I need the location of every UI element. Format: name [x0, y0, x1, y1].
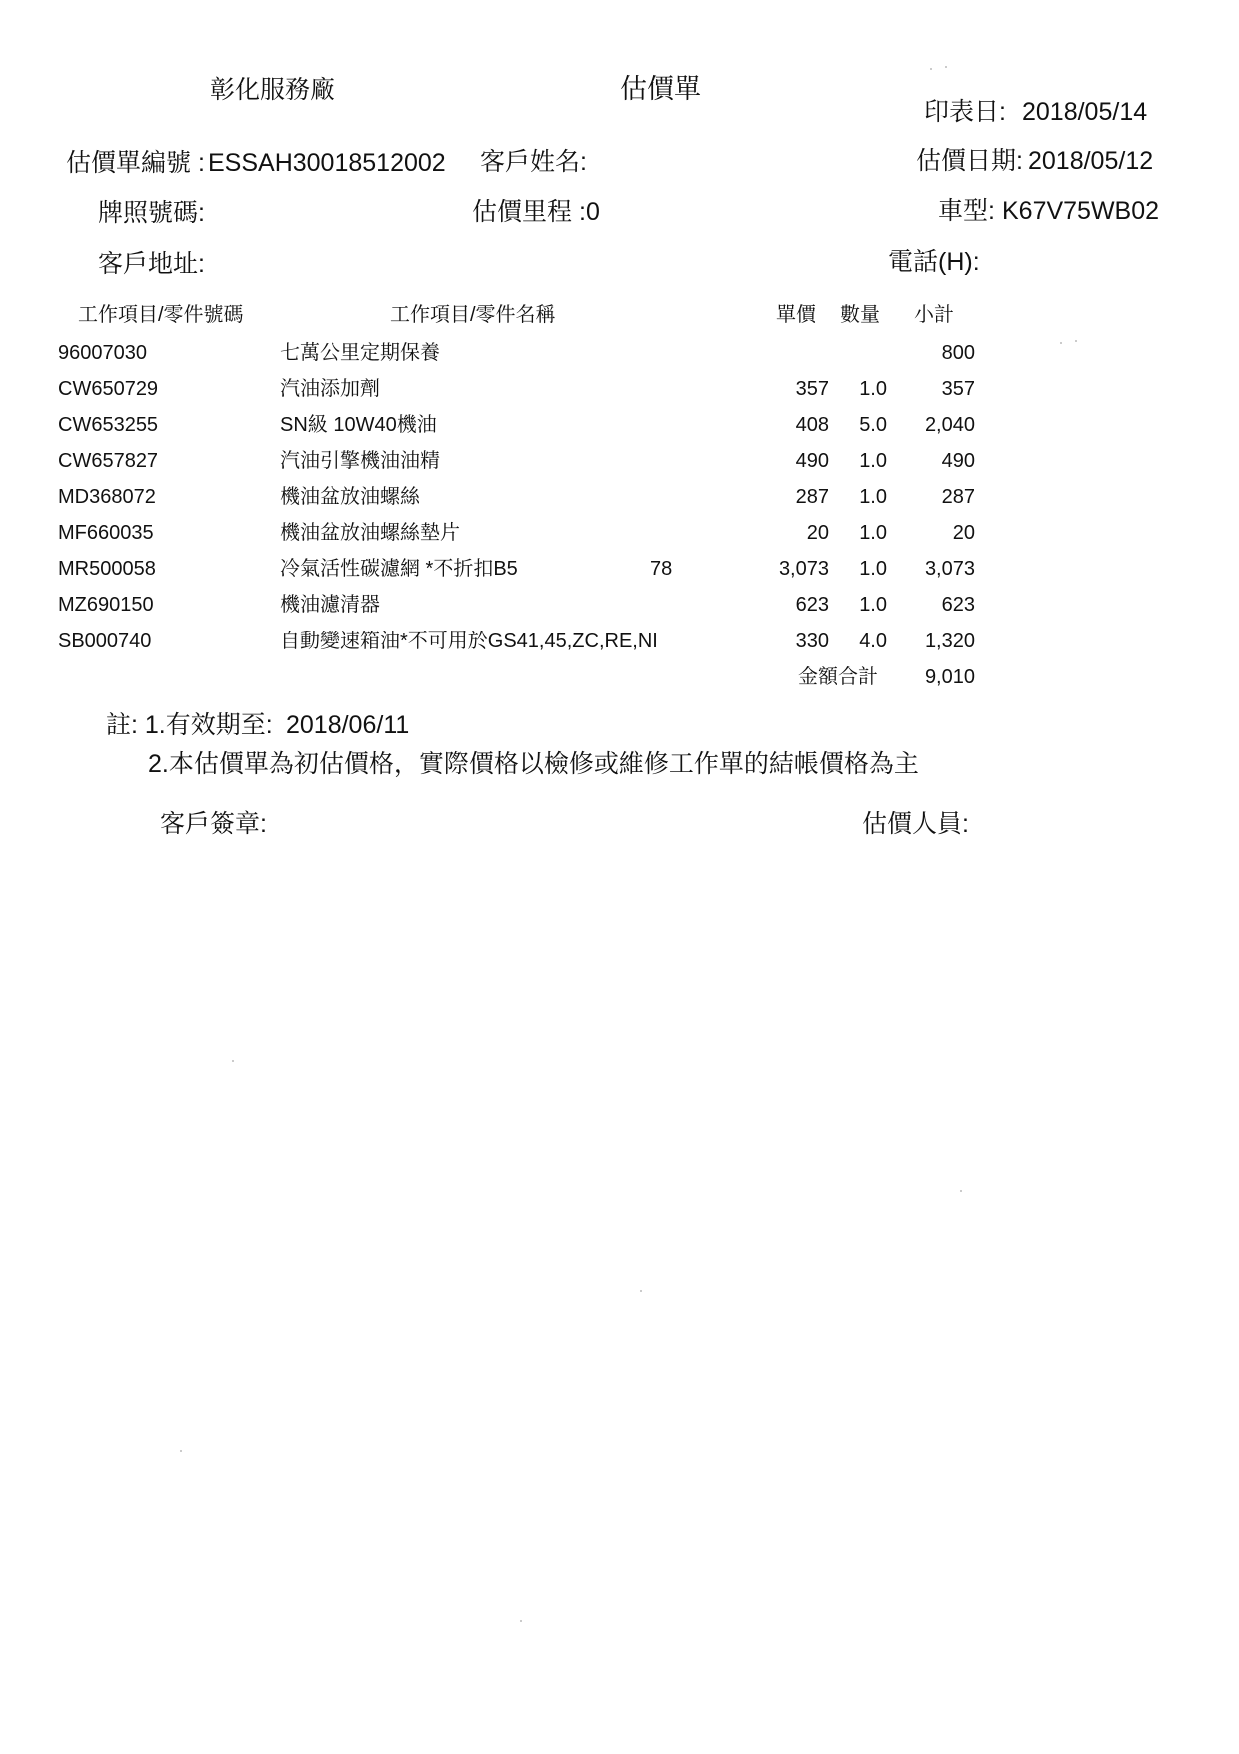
row-code: MD368072	[58, 486, 156, 508]
row-code: CW653255	[58, 414, 159, 436]
row-code: CW657827	[58, 450, 159, 472]
customer-signature-label: 客戶簽章:	[160, 810, 267, 838]
note-2: 2.本估價單為初估價格，實際價格以檢修或維修工作單的結帳價格為主	[148, 750, 919, 778]
customer-address-label: 客戶地址:	[98, 250, 205, 278]
scan-speck	[1075, 340, 1077, 342]
row-price: 287	[795, 486, 829, 508]
quote-number-label: 估價單編號 :	[66, 149, 205, 177]
row-subtotal: 20	[952, 522, 975, 544]
scan-speck	[180, 1450, 182, 1452]
row-subtotal: 1,320	[924, 630, 975, 652]
row-name: 機油濾清器	[280, 594, 380, 616]
row-price: 490	[795, 450, 829, 472]
row-qty: 1.0	[859, 522, 887, 544]
row-extra: 78	[650, 558, 673, 580]
scan-speck	[232, 1060, 234, 1062]
document-title: 估價單	[620, 74, 701, 104]
row-code: MZ690150	[58, 594, 154, 616]
row-qty: 1.0	[859, 450, 887, 472]
total-label: 金額合計	[798, 666, 878, 688]
row-code: MR500058	[58, 558, 156, 580]
row-code: 96007030	[58, 342, 147, 364]
row-code: SB000740	[58, 630, 152, 652]
row-qty: 1.0	[859, 378, 887, 400]
row-price: 20	[806, 522, 829, 544]
vehicle-model: K67V75WB02	[1002, 197, 1160, 225]
row-name: 七萬公里定期保養	[280, 342, 440, 364]
mileage-value: 0	[586, 198, 600, 226]
row-name: SN級 10W40機油	[280, 414, 437, 436]
scan-speck	[930, 68, 932, 70]
quote-number: ESSAH30018512002	[208, 149, 446, 177]
row-subtotal: 800	[941, 342, 975, 364]
row-name: 機油盆放油螺絲	[280, 486, 420, 508]
row-price: 357	[795, 378, 829, 400]
row-name: 冷氣活性碳濾網 *不折扣B5	[280, 558, 518, 580]
scan-speck	[945, 66, 947, 68]
row-price: 623	[795, 594, 829, 616]
row-name: 汽油添加劑	[280, 378, 380, 400]
row-price: 408	[795, 414, 829, 436]
row-subtotal: 490	[941, 450, 975, 472]
column-header-price: 單價	[776, 304, 816, 326]
column-header-subtotal: 小計	[914, 304, 954, 326]
row-subtotal: 287	[941, 486, 975, 508]
column-header-name: 工作項目/零件名稱	[390, 304, 556, 326]
row-qty: 4.0	[859, 630, 887, 652]
row-name: 機油盆放油螺絲墊片	[280, 522, 460, 544]
scan-speck	[520, 1620, 522, 1622]
row-price: 330	[795, 630, 829, 652]
print-date: 2018/05/14	[1022, 98, 1148, 126]
row-subtotal: 2,040	[924, 414, 975, 436]
row-name: 自動變速箱油*不可用於GS41,45,ZC,RE,NI	[280, 631, 658, 651]
plate-number-label: 牌照號碼:	[98, 199, 205, 227]
row-qty: 1.0	[859, 594, 887, 616]
quote-date: 2018/05/12	[1028, 147, 1154, 175]
row-price: 3,073	[778, 558, 829, 580]
column-header-qty: 數量	[840, 304, 880, 326]
row-subtotal: 357	[941, 378, 975, 400]
note-1-label: 註: 1.有效期至:	[106, 711, 273, 739]
note-1-date: 2018/06/11	[286, 711, 410, 739]
scan-speck	[640, 1290, 642, 1292]
print-date-label: 印表日:	[924, 98, 1006, 126]
estimator-label: 估價人員:	[862, 810, 969, 838]
total-amount: 9,010	[924, 666, 975, 688]
branch-name: 彰化服務廠	[210, 76, 336, 104]
customer-name-label: 客戶姓名:	[480, 148, 587, 176]
row-code: CW650729	[58, 378, 159, 400]
row-qty: 5.0	[859, 414, 887, 436]
vehicle-model-label: 車型:	[938, 197, 995, 225]
mileage-label: 估價里程 :	[472, 198, 586, 226]
row-name: 汽油引擎機油油精	[280, 450, 440, 472]
row-subtotal: 623	[941, 594, 975, 616]
scan-speck	[960, 1190, 962, 1192]
row-code: MF660035	[58, 522, 154, 544]
quote-date-label: 估價日期:	[916, 147, 1023, 175]
row-qty: 1.0	[859, 558, 887, 580]
phone-label: 電話(H):	[888, 248, 980, 276]
column-header-code: 工作項目/零件號碼	[78, 304, 244, 326]
row-subtotal: 3,073	[924, 558, 975, 580]
row-qty: 1.0	[859, 486, 887, 508]
scan-speck	[1060, 342, 1062, 344]
